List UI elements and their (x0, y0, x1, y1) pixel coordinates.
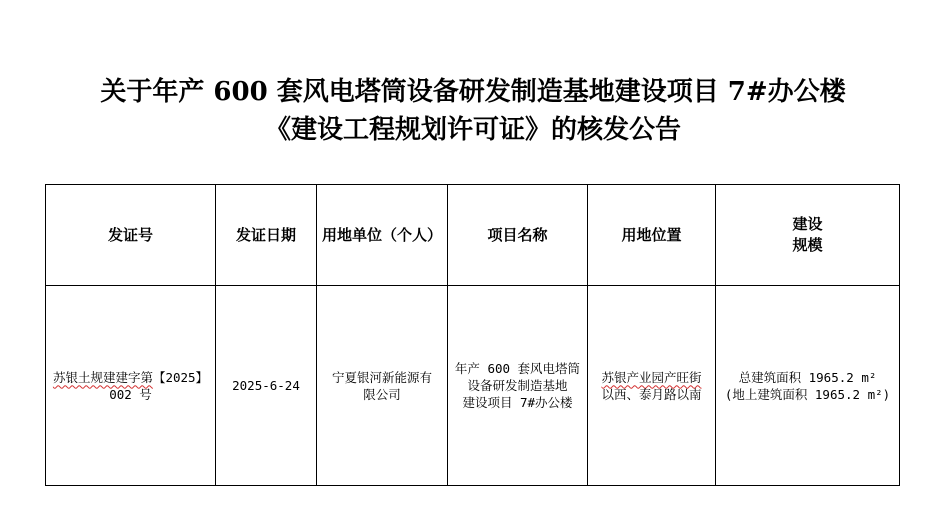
scale-line1: 总建筑面积 1965.2 m² (738, 369, 877, 385)
scale-line2: (地上建筑面积 1965.2 m²) (724, 386, 891, 402)
cell-land-location (588, 286, 716, 486)
permit-no-prefix: 苏银土规建建字第 (52, 369, 153, 385)
notice-title-line1: 关于年产 600 套风电塔筒设备研发制造基地建设项目 7#办公楼 (100, 77, 846, 107)
land-user-line1: 宁夏银河新能源有 (331, 369, 432, 385)
header-permit-no: 发证号 (46, 185, 216, 286)
permit-no-line2: 002 号 (109, 386, 152, 402)
header-issue-date: 发证日期 (216, 185, 317, 286)
notice-title-line2: 《建设工程规划许可证》的核发公告 (264, 115, 681, 145)
cell-land-user (317, 286, 448, 486)
table-row (46, 286, 900, 486)
location-line1-text: 苏银产业园产旺街 (601, 369, 702, 385)
cell-permit-no (46, 286, 216, 486)
permit-no-suffix: 【2025】 (152, 369, 209, 385)
header-construction-scale (716, 185, 900, 286)
table-header-row (46, 185, 900, 286)
project-line1: 年产 600 套风电塔筒 (454, 361, 581, 376)
header-project-name: 项目名称 (448, 185, 588, 286)
header-scale-line2: 规模 (792, 236, 823, 254)
land-user-line2: 限公司 (363, 386, 401, 402)
permit-no-line1 (49, 369, 212, 386)
project-line3: 建设项目 7#办公楼 (462, 395, 573, 410)
location-line2: 以西、泰月路以南 (601, 386, 702, 402)
header-land-user: 用地单位（个人） (317, 185, 448, 286)
location-line1 (591, 369, 712, 386)
cell-construction-scale (716, 286, 900, 486)
permit-table (45, 184, 900, 486)
cell-project-name (448, 286, 588, 486)
cell-issue-date: 2025-6-24 (216, 286, 317, 486)
header-land-location: 用地位置 (588, 185, 716, 286)
project-line2: 设备研发制造基地 (467, 378, 568, 393)
header-scale-line1: 建设 (792, 215, 823, 233)
